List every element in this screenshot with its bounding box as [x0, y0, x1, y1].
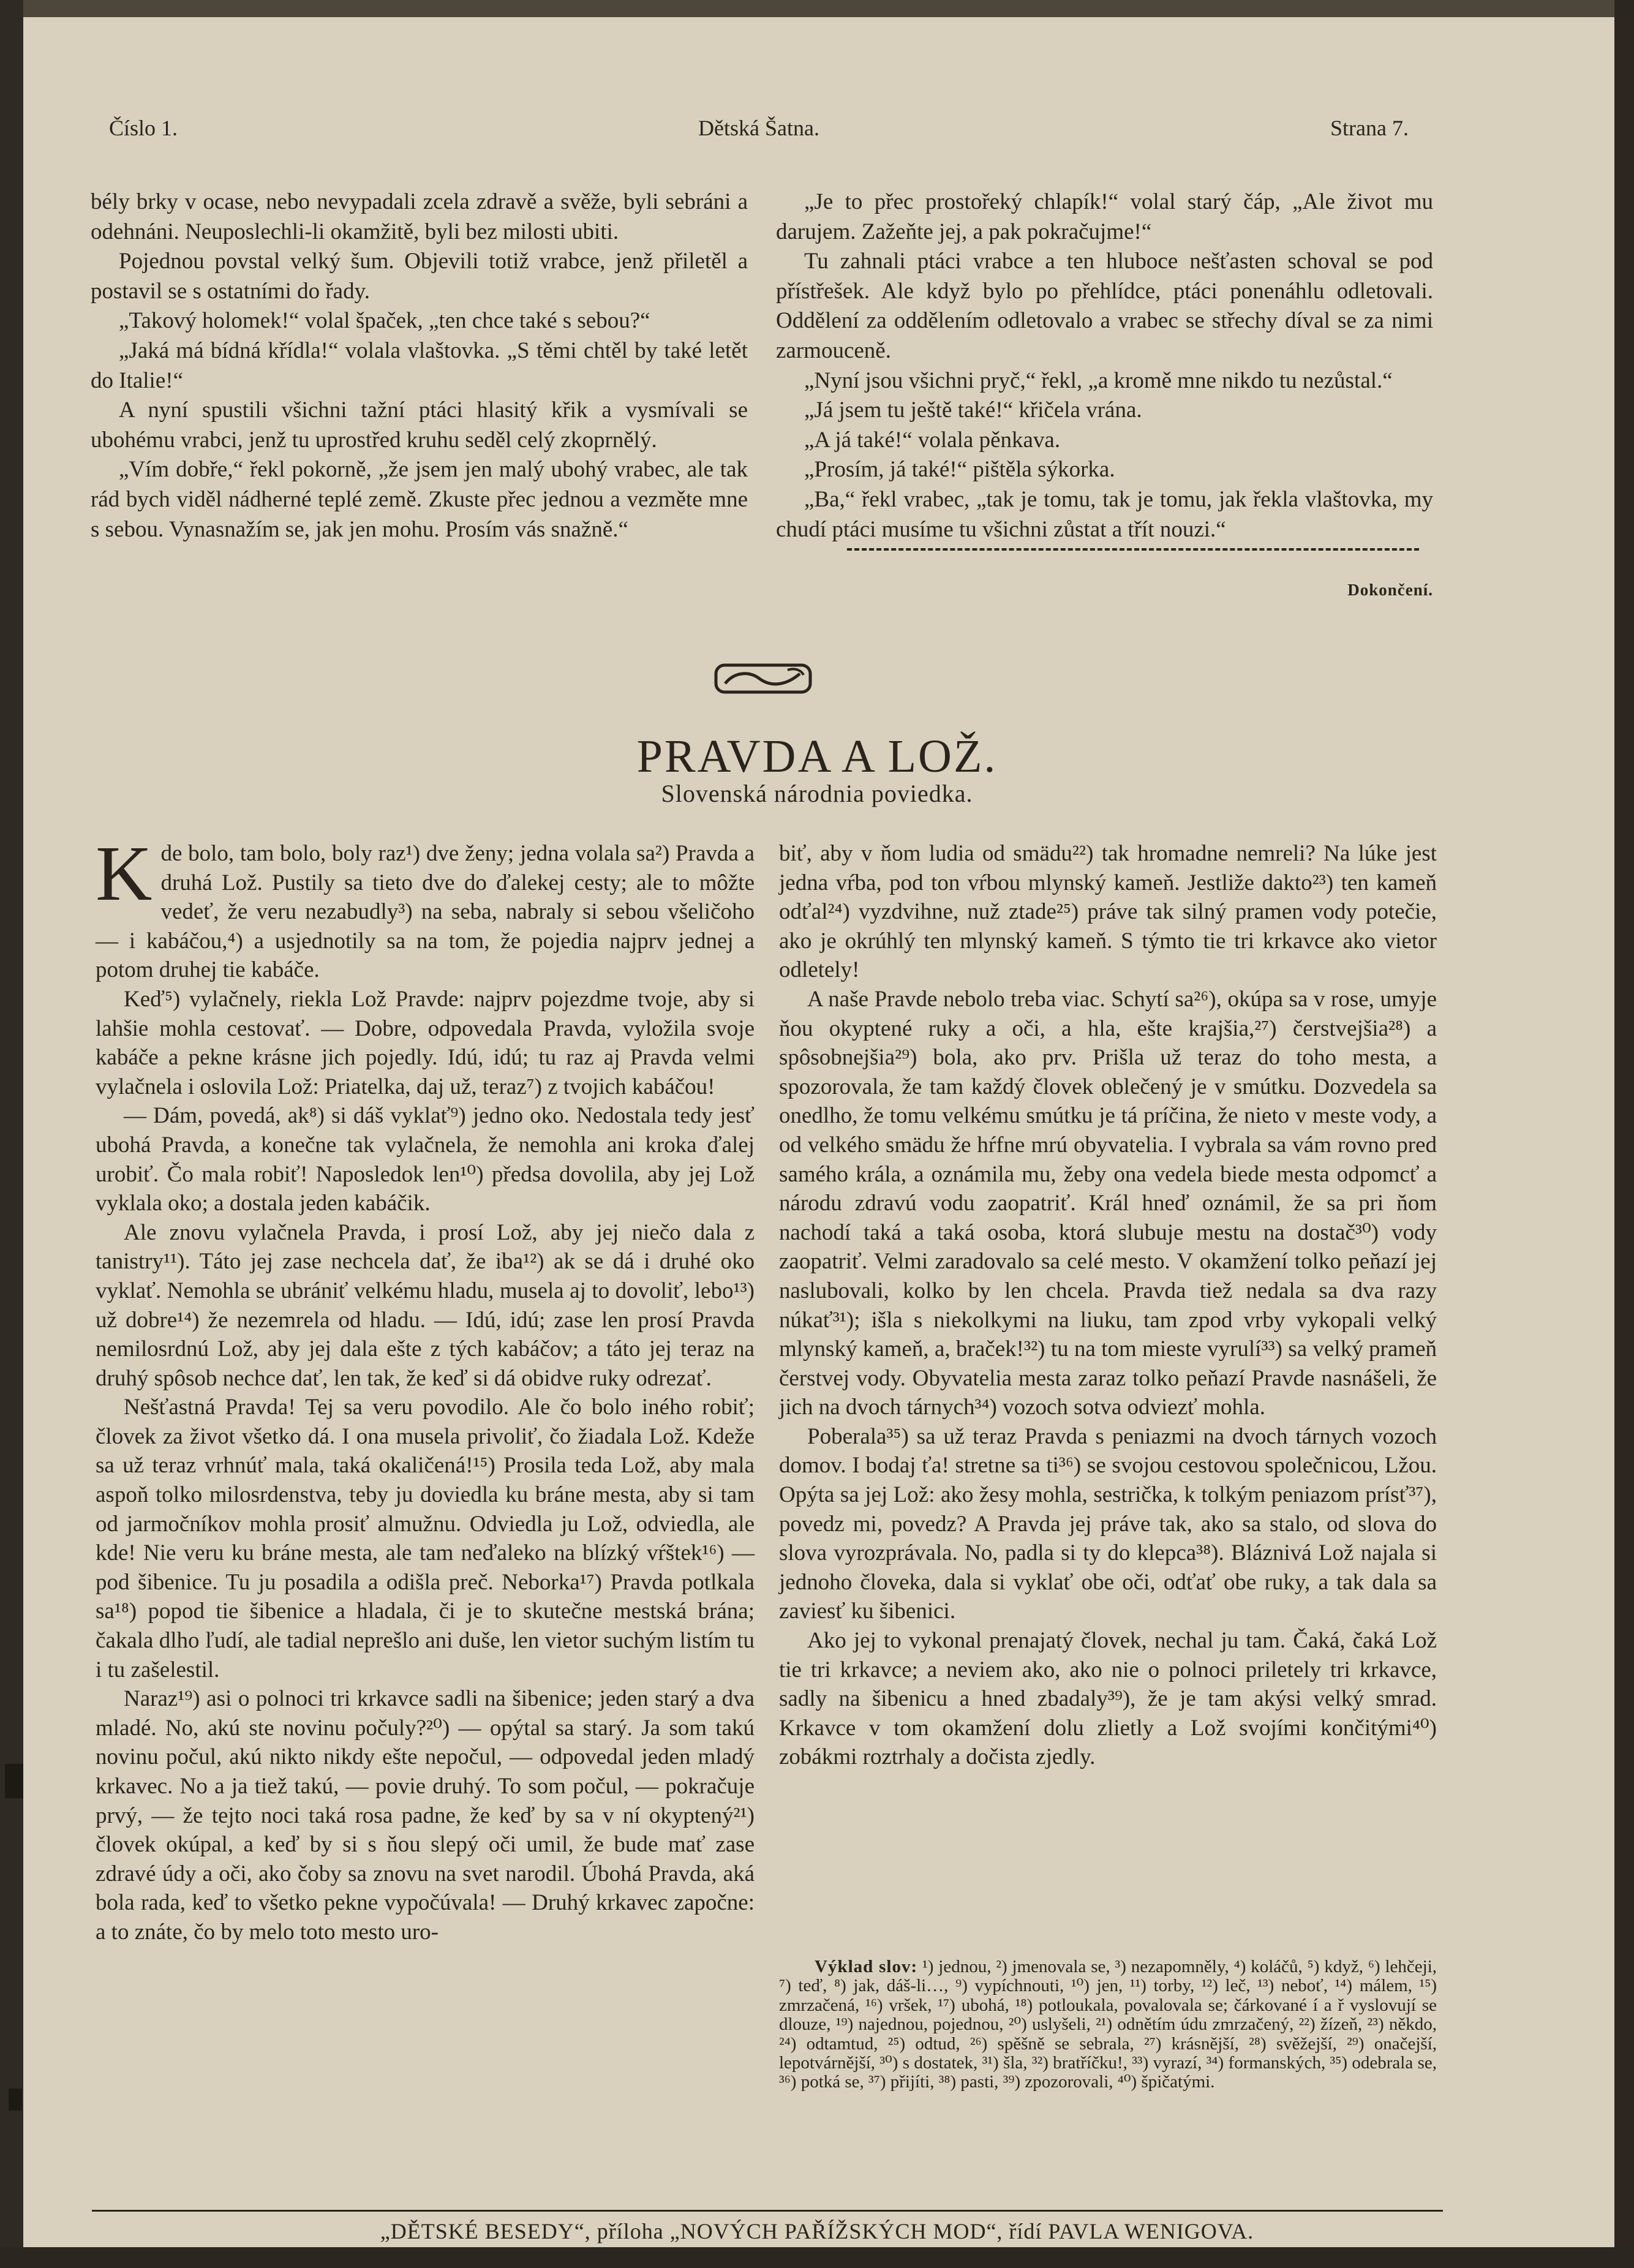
paragraph: „Nyní jsou všichni pryč,“ řekl, „a kromě mne nikdo tu nezůstal.“	[804, 367, 1393, 393]
drop-cap: K	[96, 830, 152, 917]
running-header	[109, 115, 1409, 152]
paragraph: Keď⁵) vylačnely, riekla Lož Pravde: najprv pojezdme tvoje, aby si lahšie mohla cestovať. — Dobre, odpovedala Pravda, vyložila svoje kabáče a pekne krásne jich pojedly. Idú, idú; tu raz aj Pravda velmi vylačnela i oslovila Lož: Priatelka, daj už, teraz⁷) z tvojich kabáčou!	[96, 986, 755, 1099]
paragraph: Naraz¹⁹) asi o polnoci tri krkavce sadli na šibenice; jeden starý a dva mladé. No, akú ste novinu počuly?²⁰) — opýtal sa starý. Ja som takú novinu počul, akú nikto nikdy ešte nepočul, — odpovedal jeden mladý krkavec. No a ja tiež takú, — povie druhý. To som počul, — pokračuje prvý, — že tejto noci taká rosa padne, že keď by sa v ní okyptený²¹) človek okúpal, a keď by si s ňou slepý oči umil, že bude mať zase zdravé údy a oči, ako čoby sa znovu na svet narodil. Úbohá Pravda, aká bola rada, keď to všetko pekne vypočúvala! — Druhý krkavec započne: a to znáte, čo by melo toto mesto uro-	[96, 1686, 755, 1945]
issue-number: Číslo 1.	[109, 116, 178, 140]
story-subtitle: Slovenská národnia poviedka.	[661, 780, 973, 807]
scan-border-left	[0, 0, 23, 2268]
publication-title: Dětská Šatna.	[698, 116, 819, 140]
paragraph: A nyní spustili všichni tažní ptáci hlasitý křik a vysmívali se ubohému vrabci, jenž tu uprostřed kruhu seděl celý zkoprnělý.	[91, 397, 748, 453]
footer-imprint: „DĚTSKÉ BESEDY“, příloha „NOVÝCH PAŘÍŽSKÝCH MOD“, řídí PAVLA WENIGOVA.	[380, 2219, 1254, 2244]
scan-tab-mark	[5, 1764, 23, 1798]
scan-border-top	[0, 0, 1634, 17]
paragraph: — Dám, povedá, ak⁸) si dáš vyklať⁹) jedno oko. Nedostala tedy jesť ubohá Pravda, a konečne tak vylačnela, že nemohla ani kroka ďalej urobiť. Čo mala robiť! Naposledok len¹⁰) předsa dovolila, aby jej Lož vyklala oko; a dostala jeden kabáčik.	[96, 1103, 755, 1216]
paragraph: bély brky v ocase, nebo nevypadali zcela zdravě a svěže, byli sebráni a odehnáni. Neuposlechli-li okamžitě, byli bez milosti ubiti.	[91, 189, 748, 244]
ornament-icon	[714, 659, 812, 697]
story-left-column	[96, 830, 755, 1947]
scan-border-right	[1614, 0, 1634, 2268]
paragraph: Ale znovu vylačnela Pravda, i prosí Lož, aby jej niečo dala z tanistry¹¹). Táto jej zase nechcela dať, že iba¹²) ak se dá i druhé oko vyklať. Nemohla se ubrániť velkému hladu, musela aj to dovoliť, lebo¹³) už dobre¹⁴) že nezemrela od hladu. — Idú, idú; zase len prosí Pravda nemilosrdnú Lož, aby jej dala ešte z tých kabáčov; a táto jej teraz na druhý spôsob nechce dať, len tak, že keď si dá obidve ruky odrezať.	[96, 1219, 755, 1391]
page-number: Strana 7.	[1330, 116, 1409, 140]
paragraph: Nešťastná Pravda! Tej sa veru povodilo. Ale čo bolo iného robiť; človek za život všetko dá. I ona musela privoliť, čo žiadala Lož. Kdeže sa už teraz vrhnúť mala, taká okaličená!¹⁵) Prosila teda Lož, aby mala aspoň tolko milosrdenstva, teby ju doviedla ku bráne mesta, aby si tam od jarmočníkov mohla prosiť almužnu. Odviedla ju Lož, odviedla, ale kde! Nie veru ku bráne mesta, ale tam neďaleko na blízký vŕštek¹⁶) — pod šibenice. Tu ju posadila a odišla preč. Neborka¹⁷) Pravda potlkala sa¹⁸) popod tie šibenice a hladala, či je to skutečne mestská brána; čakala dlho ľudí, ale tadial neprešlo ani duše, len vietor suchým listím tu i tu zašelestil.	[96, 1395, 755, 1682]
paragraph: „Jaká má bídná křídla!“ volala vlaštovka. „S těmi chtěl by také letět do Italie!“	[91, 337, 748, 393]
paragraph: A naše Pravde nebolo treba viac. Schytí sa²⁶), okúpa sa v rose, umyje ňou okyptené ruky a oči, a hla, ešte krajšia,²⁷) čerstvejšia²⁸) a spôsobnejšia²⁹) bola, ako prv. Prišla už teraz do toho mesta, a spozorovala, že tam každý človek oblečený je v smútku. Dozvedela sa onedlho, že tomu velkému smútku je tá príčina, že nieto v meste vody, a od velkého smädu že hŕfne mrú obyvatelia. I vybrala sa vám rovno pred samého krála, a oznámila mu, žeby ona vedela biede mesta odpomcť a národu zdravú vodu zaopatriť. Král hneď oznámil, že sa pri ňom nachodí taká a taká osoba, ktorá slubuje mestu na dostač³⁰) vody zaopatriť. Velmi zaradovalo sa celé mesto. V okamžení tolko peňazí jej naslubovali, kolko by len chcela. Pravda tiež nedala sa dva razy núkať³¹); išla s niekolkymi na liuku, tam zpod vrby vykopali velký mlynský kameň, a, braček!³²) tu na tom mieste vyrulí³³) sa velký prameň čerstvej vody. Obyvatelia mesta zaraz tolko peňazí Pravde nasnášeli, že jich na dvoch tárnych³⁴) vozoch sotva odviezť mohla.	[779, 986, 1437, 1420]
paragraph: Ako jej to vykonal prenajatý človek, nechal ju tam. Čaká, čaká Lož tie tri krkavce; a neviem ako, ako nie o polnoci priletely tri krkavce, sadly na šibenicu a hned zbadaly³⁹), že je tam akýsi velký smrad. Krkavce v tom okamžení dolu zlietly a Lož svojími končitými⁴⁰) zobákmi roztrhaly a dočista zjedly.	[779, 1628, 1437, 1770]
story-right-column	[779, 839, 1437, 1772]
paragraph: „Takový holomek!“ volal špaček, „ten chce také s sebou?“	[119, 308, 650, 334]
paragraph: Pojednou povstal velký šum. Objevili totiž vrabce, jenž přiletěl a postavil se s ostatními do řady.	[91, 249, 748, 304]
paragraph: biť, aby v ňom ludia od smädu²²) tak hromadne nemreli? Na lúke jest jedna vŕba, pod ton vŕbou mlynský kameň. Jestliže dakto²³) ten kameň odťal²⁴) vyzdvihne, nuž ztade²⁵) práve tak silný pramen vody potečie, ako je okrúhlý ten mlynský kameň. S týmto tie tri krkavce ako vietor odletely!	[779, 841, 1437, 983]
scan-border-bottom	[0, 2247, 1634, 2268]
paragraph: „Je to přec prostořeký chlapík!“ volal starý čáp, „Ale život mu darujem. Zažeňte jej, a pak pokračujme!“	[776, 189, 1433, 244]
paragraph: „A já také!“ volala pěnkava.	[804, 427, 1061, 453]
paragraph: „Ba,“ řekl vrabec, „tak je tomu, tak je tomu, jak řekla vlaštovka, my chudí ptáci musíme tu všichni zůstat a třít nouzi.“	[776, 486, 1433, 542]
paragraph: „Vím dobře,“ řekl pokorně, „že jsem jen malý ubohý vrabec, ale tak rád bych viděl nádherné teplé země. Zkuste přec jednou a vezměte mne s sebou. Vynasnažím se, jak jen mohu. Prosím vás snažně.“	[91, 457, 748, 542]
glossary-entries: ¹) jednou, ²) jmenovala se, ³) nezapomněly, ⁴) koláčů, ⁵) když, ⁶) lehčeji, ⁷) teď, ⁸) jak, dáš-li…, ⁹) vypíchnouti, ¹⁰) jen, ¹¹) torby, ¹²) leč, ¹³) neboť, ¹⁴) málem, ¹⁵) zmrzačená, ¹⁶) vršek, ¹⁷) ubohá, ¹⁸) potloukala, povalovala se; čárkované í a ř vyslovují se dlouze, ¹⁹) najednou, pojednou, ²⁰) uslyšeli, ²¹) odnětím údu zmrzačený, ²²) žízeň, ²³) někdo, ²⁴) odtamtud, ²⁵) odtud, ²⁶) spěšně se sebrala, ²⁷) krásnější, ²⁸) svěžejší, ²⁹) onačejší, lepotvárnější, ³⁰) s dostatek, ³¹) šla, ³²) bratříčku!, ³³) vyrazí, ³⁴) formanských, ³⁵) odebrala se, ³⁶) potká se, ³⁷) přijíti, ³⁸) pasti, ³⁹) zpozorovali, ⁴⁰) špičatými.	[779, 1957, 1437, 2092]
paragraph: Poberala³⁵) sa už teraz Pravda s peniazmi na dvoch tárnych vozoch domov. I bodaj ťa! stretne sa ti³⁶) se svojou cestovou společnicou, Lžou. Opýta sa jej Lož: ako žesy mohla, sestrička, k tolkým peniazom prísť³⁷), povedz mi, povedz? A Pravda jej práve tak, ako sa stalo, od slova do slova vyrozprávala. No, padla si ty do klepca³⁸). Bláznivá Lož najala si jednoho človeka, dala si vyklať obe oči, odťať obe ruky, a tak dala sa zaviesť ku šibenici.	[779, 1423, 1437, 1624]
paragraph: „Já jsem tu ještě také!“ křičela vrána.	[804, 397, 1142, 423]
glossary-label: Výklad slov:	[815, 1957, 918, 1976]
top-story-left-column	[91, 187, 748, 544]
scan-tab-mark	[9, 2089, 22, 2111]
paragraph	[96, 830, 755, 985]
paragraph: „Prosím, já také!“ pištěla sýkorka.	[804, 457, 1115, 483]
end-note: Dokončení.	[1347, 581, 1433, 600]
paragraph-text: de bolo, tam bolo, boly raz¹) dve ženy; jedna volala sa²) Pravda a druhá Lož. Pustily sa tieto dve do ďalekej cesty; ale to môžte vedeť, že veru nezabudly³) na seba, nabraly si sebou všeličoho — i kabáčou,⁴) a usjednotily sa na tom, že pojedia najprv jednej a potom druhej tie kabáče.	[96, 841, 755, 983]
glossary-text	[779, 1957, 1437, 2092]
top-story-right-column	[776, 187, 1433, 605]
dashed-divider	[847, 548, 1419, 551]
paragraph: Tu zahnali ptáci vrabce a ten hluboce nešťasten schoval se pod přístřešek. Ale když bylo po přehlídce, ptáci ponenáhlu odletovali. Oddělení za oddělením odletovalo a vrabec se střechy díval se za nimi zarmouceně.	[776, 249, 1433, 363]
footer-rule	[92, 2210, 1443, 2212]
story-title: PRAVDA A LOŽ.	[636, 731, 998, 782]
glossary	[779, 1957, 1437, 2092]
